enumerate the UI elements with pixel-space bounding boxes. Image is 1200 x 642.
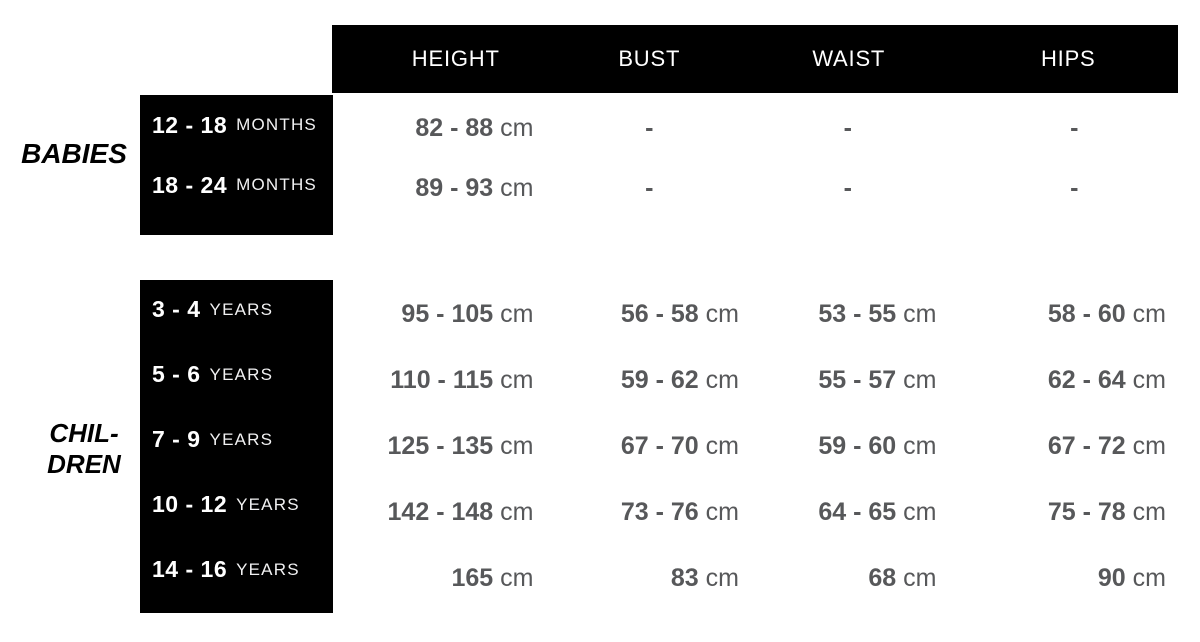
measurement-value: 62 - 64: [1047, 365, 1126, 394]
no-value-dash: -: [645, 173, 654, 202]
measurement-value: 73 - 76: [620, 497, 699, 526]
measurement-unit: cm: [903, 299, 937, 328]
measurement-value: 165: [451, 563, 494, 592]
age-range: 10 - 12: [152, 491, 228, 517]
measurement-value: 64 - 65: [818, 497, 897, 526]
column-header-hips: HIPS: [1040, 46, 1096, 71]
cell-waist: [755, 347, 967, 413]
cell-waist-empty: [742, 158, 954, 218]
measurement-unit: cm: [903, 497, 937, 526]
cell-bust: [544, 281, 756, 347]
children-age-box: [140, 280, 333, 613]
cell-bust-empty: [544, 98, 756, 158]
section-title-children-line-2: DREN: [47, 449, 121, 479]
measurement-value: 82 - 88: [415, 113, 494, 142]
cell-height: [332, 98, 544, 158]
measurement-unit: cm: [500, 173, 534, 202]
measurement-unit: cm: [903, 365, 937, 394]
section-title-babies: BABIES: [21, 138, 127, 169]
measurement-unit: cm: [500, 113, 534, 142]
cell-waist: [755, 413, 967, 479]
age-range: 18 - 24: [152, 171, 228, 198]
age-unit: MONTHS: [236, 175, 317, 194]
cell-height: [332, 158, 544, 218]
age-range: 5 - 6: [152, 361, 201, 387]
section-title-children: [28, 418, 140, 480]
cell-height: [332, 479, 544, 545]
measurement-unit: cm: [1132, 563, 1166, 592]
age-range: 14 - 16: [152, 556, 228, 582]
measurement-value: 55 - 57: [818, 365, 897, 394]
measurement-unit: cm: [903, 431, 937, 460]
measurement-unit: cm: [500, 497, 534, 526]
no-value-dash: -: [645, 113, 654, 142]
age-row-18-24-months: [140, 155, 333, 215]
age-row-10-12-years: [140, 472, 333, 537]
cell-waist-empty: [742, 98, 954, 158]
measurement-unit: cm: [705, 431, 739, 460]
cell-bust: [544, 413, 756, 479]
column-header-height: HEIGHT: [411, 46, 500, 71]
cell-hips: [967, 479, 1179, 545]
babies-age-box: [140, 95, 333, 235]
measurement-unit: cm: [705, 299, 739, 328]
age-row-12-18-months: [140, 95, 333, 155]
measurement-value: 90: [1097, 563, 1126, 592]
age-unit: YEARS: [209, 299, 274, 319]
cell-hips-empty: [969, 98, 1181, 158]
measurement-value: 89 - 93: [415, 173, 494, 202]
cell-height: [332, 413, 544, 479]
cell-height: [332, 281, 544, 347]
no-value-dash: -: [843, 113, 852, 142]
age-range: 12 - 18: [152, 111, 228, 138]
age-unit: MONTHS: [236, 115, 317, 134]
measurement-unit: cm: [1132, 431, 1166, 460]
cell-hips-empty: [969, 158, 1181, 218]
no-value-dash: -: [1070, 113, 1079, 142]
measurement-value: 75 - 78: [1047, 497, 1126, 526]
cell-waist: [755, 281, 967, 347]
measurement-unit: cm: [500, 563, 534, 592]
cell-height: [332, 545, 544, 611]
age-row-7-9-years: [140, 407, 333, 472]
measurement-value: 59 - 60: [818, 431, 897, 460]
cell-hips: [967, 545, 1179, 611]
age-range: 3 - 4: [152, 296, 201, 322]
age-row-5-6-years: [140, 342, 333, 407]
cell-hips: [967, 347, 1179, 413]
cell-bust-empty: [544, 158, 756, 218]
column-header-waist: WAIST: [812, 46, 886, 71]
measurement-value: 67 - 70: [620, 431, 699, 460]
measurement-unit: cm: [903, 563, 937, 592]
measurement-unit: cm: [500, 299, 534, 328]
measurement-value: 142 - 148: [387, 497, 494, 526]
measurement-unit: cm: [500, 431, 534, 460]
cell-bust: [544, 545, 756, 611]
measurement-value: 110 - 115: [390, 365, 494, 394]
no-value-dash: -: [1070, 173, 1079, 202]
children-measurements-grid: [332, 281, 1178, 611]
measurement-value: 83: [670, 563, 699, 592]
column-header-bar: [332, 25, 1178, 93]
measurement-value: 125 - 135: [387, 431, 494, 460]
cell-waist: [755, 545, 967, 611]
measurement-unit: cm: [500, 365, 534, 394]
age-unit: YEARS: [209, 429, 274, 449]
measurement-unit: cm: [705, 365, 739, 394]
age-unit: YEARS: [236, 494, 300, 514]
measurement-unit: cm: [705, 497, 739, 526]
measurement-unit: cm: [705, 563, 739, 592]
age-row-14-16-years: [140, 537, 333, 602]
section-title-children-line-1: CHIL-: [49, 418, 119, 448]
column-header-bust: BUST: [618, 46, 681, 71]
age-row-3-4-years: [140, 277, 333, 342]
babies-measurements-grid: [332, 98, 1178, 218]
measurement-value: 58 - 60: [1047, 299, 1126, 328]
cell-hips: [967, 413, 1179, 479]
measurement-unit: cm: [1132, 299, 1166, 328]
measurement-value: 67 - 72: [1047, 431, 1126, 460]
measurement-value: 59 - 62: [620, 365, 699, 394]
measurement-value: 68: [868, 563, 897, 592]
age-range: 7 - 9: [152, 426, 201, 452]
measurement-unit: cm: [1132, 365, 1166, 394]
age-unit: YEARS: [209, 364, 274, 384]
cell-waist: [755, 479, 967, 545]
cell-bust: [544, 479, 756, 545]
measurement-unit: cm: [1132, 497, 1166, 526]
cell-height: [332, 347, 544, 413]
age-unit: YEARS: [236, 559, 300, 579]
measurement-value: 53 - 55: [818, 299, 897, 328]
cell-bust: [544, 347, 756, 413]
measurement-value: 56 - 58: [620, 299, 699, 328]
cell-hips: [967, 281, 1179, 347]
no-value-dash: -: [843, 173, 852, 202]
measurement-value: 95 - 105: [401, 299, 494, 328]
